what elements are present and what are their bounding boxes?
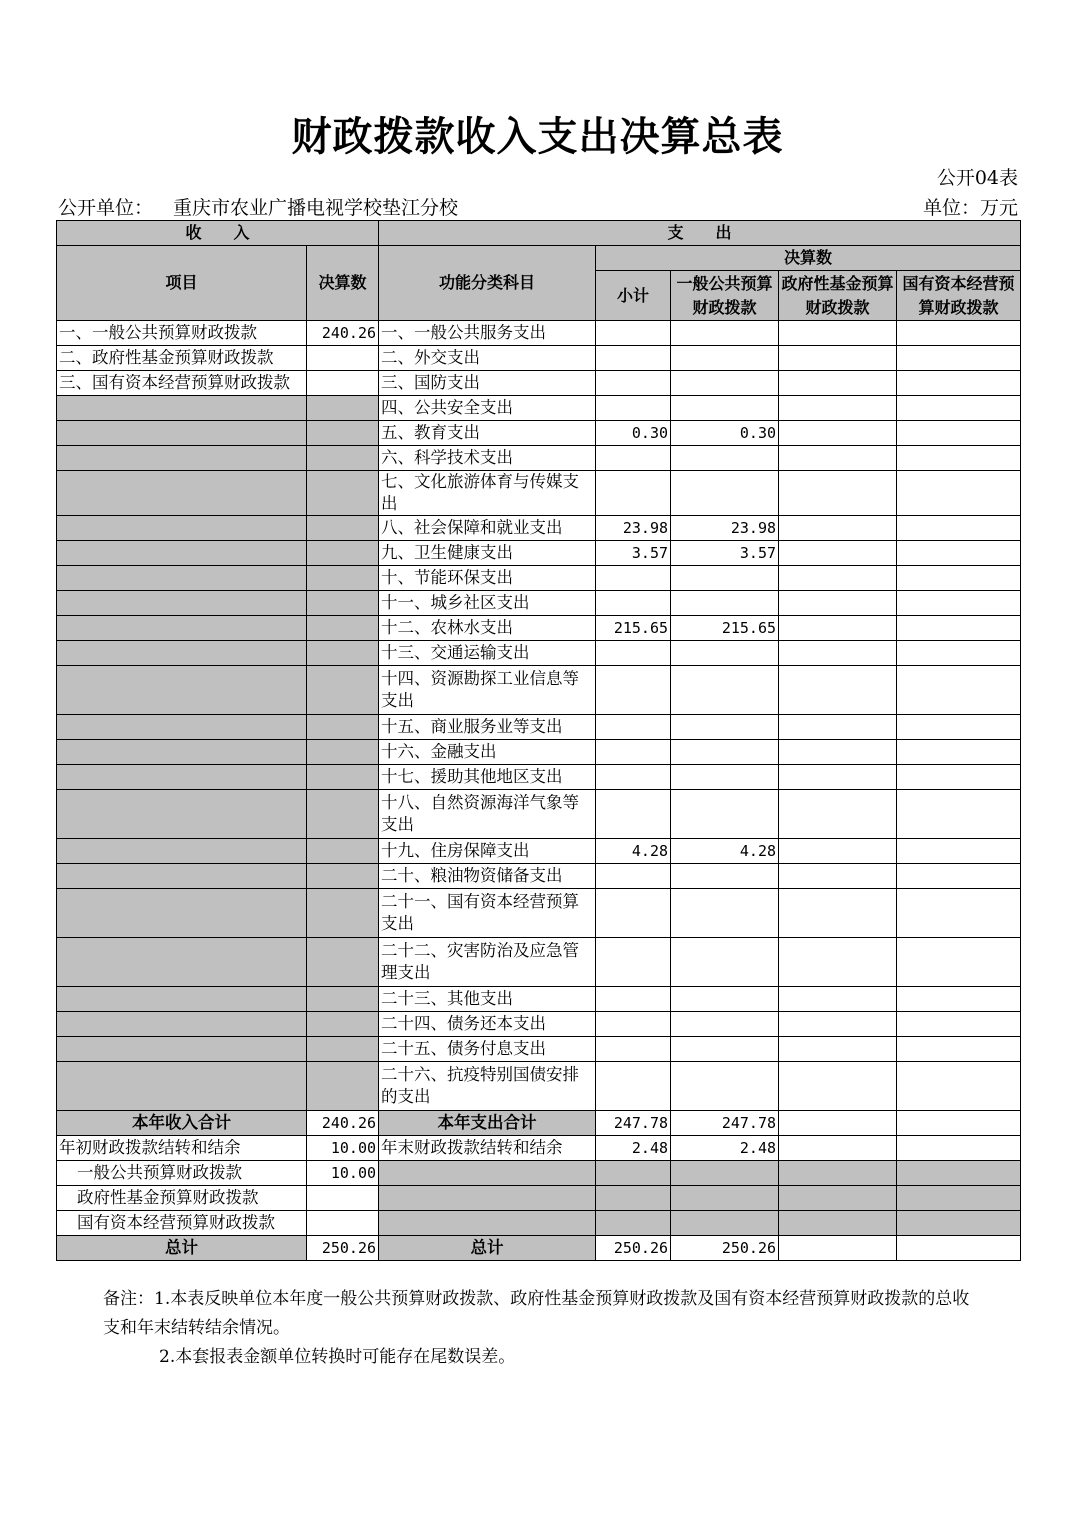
gov-fund-cell [779,516,897,541]
income-amount-cell [307,566,379,591]
gov-fund-cell [779,421,897,446]
reporting-unit [58,193,458,220]
table-row [57,987,1021,1012]
expense-header: 支 出 [379,221,1021,246]
grand-total-subtotal: 250.26 [596,1236,671,1261]
general-cell [671,790,779,839]
expense-item-cell: 十五、商业服务业等支出 [379,715,596,740]
expense-item-cell: 二十二、灾害防治及应急管理支出 [379,938,596,987]
general-cell [671,446,779,471]
begin-carry-label: 年初财政拨款结转和结余 [57,1136,307,1161]
income-item-cell [57,396,307,421]
table-row [57,839,1021,864]
income-amount-cell [307,666,379,715]
subtotal-cell [596,987,671,1012]
filler-cell [779,1186,897,1211]
state-capital-cell [897,715,1021,740]
general-cell [671,566,779,591]
subtotal-cell [596,471,671,516]
gov-fund-cell [779,715,897,740]
grand-total-income: 250.26 [307,1236,379,1261]
table-row [57,421,1021,446]
income-amount-cell [307,938,379,987]
expense-item-cell: 二十、粮油物资储备支出 [379,864,596,889]
state-capital-cell [897,889,1021,938]
subtotal-cell [596,371,671,396]
table-row [57,616,1021,641]
expense-item-cell: 十、节能环保支出 [379,566,596,591]
gov-fund-cell [779,446,897,471]
income-amount-cell [307,471,379,516]
income-amount-cell [307,1012,379,1037]
gov-fund-cell [779,591,897,616]
note-2: 2.本套报表金额单位转换时可能存在尾数误差。 [159,1347,516,1367]
state-capital-cell [897,591,1021,616]
expense-item-cell: 十三、交通运输支出 [379,641,596,666]
income-item-cell: 二、政府性基金预算财政拨款 [57,346,307,371]
form-number: 公开04表 [936,167,1018,189]
gov-fund-cell [779,938,897,987]
gov-fund-cell [779,1037,897,1062]
income-amount-cell [307,765,379,790]
subtotal-cell [596,566,671,591]
item-header: 项目 [57,246,307,321]
income-item-cell [57,566,307,591]
expense-item-cell: 十七、援助其他地区支出 [379,765,596,790]
sub-general-label: 一般公共预算财政拨款 [57,1161,307,1186]
expense-item-cell: 八、社会保障和就业支出 [379,516,596,541]
subtotal-cell [596,321,671,346]
state-capital-cell [897,516,1021,541]
state-capital-cell [897,566,1021,591]
state-capital-cell [897,421,1021,446]
filler-cell [671,1161,779,1186]
income-amount-cell: 240.26 [307,321,379,346]
state-capital-cell [897,1012,1021,1037]
general-cell [671,346,779,371]
grand-total-expense-label: 总计 [379,1236,596,1261]
state-capital-cell [897,864,1021,889]
end-carry-general: 2.48 [671,1136,779,1161]
general-cell [671,666,779,715]
sub-general-value: 10.00 [307,1161,379,1186]
income-item-cell [57,541,307,566]
expense-item-cell: 四、公共安全支出 [379,396,596,421]
income-item-cell [57,1012,307,1037]
expense-item-cell: 九、卫生健康支出 [379,541,596,566]
year-expense-label: 本年支出合计 [379,1111,596,1136]
end-carry-gov-fund [779,1136,897,1161]
table-row [57,396,1021,421]
gov-fund-cell [779,371,897,396]
state-capital-cell [897,938,1021,987]
gov-fund-cell [779,987,897,1012]
income-item-cell [57,740,307,765]
expense-item-cell: 二十一、国有资本经营预算支出 [379,889,596,938]
table-row [57,1012,1021,1037]
table-row [57,371,1021,396]
grand-total-gov-fund [779,1236,897,1261]
table-row [57,765,1021,790]
general-cell: 23.98 [671,516,779,541]
table-row [57,715,1021,740]
subtotal-cell [596,346,671,371]
general-cell [671,321,779,346]
state-capital-cell [897,740,1021,765]
expense-item-cell: 十一、城乡社区支出 [379,591,596,616]
income-amount-cell [307,740,379,765]
income-amount-cell [307,541,379,566]
income-amount-cell [307,371,379,396]
income-item-cell [57,516,307,541]
income-amount-cell [307,346,379,371]
year-expense-subtotal: 247.78 [596,1111,671,1136]
gov-fund-cell [779,790,897,839]
expense-item-cell: 十八、自然资源海洋气象等支出 [379,790,596,839]
end-carry-subtotal: 2.48 [596,1136,671,1161]
subtotal-cell: 4.28 [596,839,671,864]
gov-fund-cell [779,864,897,889]
income-item-cell: 一、一般公共预算财政拨款 [57,321,307,346]
currency-unit: 单位：万元 [922,197,1018,219]
gov-fund-cell [779,471,897,516]
general-cell [671,396,779,421]
state-capital-cell [897,541,1021,566]
income-amount-cell [307,421,379,446]
income-item-cell [57,790,307,839]
begin-carry-value: 10.00 [307,1136,379,1161]
subtotal-cell [596,666,671,715]
grand-total-general: 250.26 [671,1236,779,1261]
budget-table [56,220,1021,1261]
income-amount-cell [307,715,379,740]
subtotal-header: 小计 [596,271,671,321]
table-row [57,446,1021,471]
general-cell: 3.57 [671,541,779,566]
gov-fund-cell [779,765,897,790]
state-capital-cell [897,371,1021,396]
subtotal-cell: 3.57 [596,541,671,566]
general-cell [671,740,779,765]
filler-cell [779,1211,897,1236]
note-1: 备注：1.本表反映单位本年度一般公共预算财政拨款、政府性基金预算财政拨款及国有资本经营预算财政拨款的总收支和年末结转结余情况。 [103,1289,970,1338]
income-amount-cell [307,396,379,421]
table-row [57,566,1021,591]
state-capital-header: 国有资本经营预算财政拨款 [897,271,1021,321]
income-amount-cell [307,987,379,1012]
filler-cell [671,1186,779,1211]
general-cell [671,987,779,1012]
page-title: 财政拨款收入支出决算总表 [291,114,784,160]
end-carry-state-capital [897,1136,1021,1161]
general-cell [671,889,779,938]
table-row [57,740,1021,765]
grand-total-label: 总计 [57,1236,307,1261]
income-item-cell [57,864,307,889]
subtotal-cell [596,938,671,987]
state-capital-cell [897,1037,1021,1062]
income-item-cell [57,715,307,740]
gov-fund-cell [779,566,897,591]
state-capital-cell [897,321,1021,346]
filler-cell [897,1186,1021,1211]
year-expense-general: 247.78 [671,1111,779,1136]
subtotal-cell [596,889,671,938]
table-row [57,790,1021,839]
table-row [57,666,1021,715]
income-amount-cell [307,1037,379,1062]
income-amount-cell [307,839,379,864]
income-amount-cell [307,446,379,471]
table-row [57,1037,1021,1062]
expense-item-cell: 七、文化旅游体育与传媒支出 [379,471,596,516]
gov-fund-cell [779,641,897,666]
reporting-unit-label: 公开单位： [58,197,154,219]
income-amount-cell [307,1062,379,1111]
filler-cell [596,1211,671,1236]
subtotal-cell [596,396,671,421]
table-row [57,591,1021,616]
subtotal-cell [596,790,671,839]
grand-total-state-capital [897,1236,1021,1261]
filler-cell [596,1161,671,1186]
general-cell [671,471,779,516]
expense-item-cell: 二十六、抗疫特别国债安排的支出 [379,1062,596,1111]
gov-fund-cell [779,346,897,371]
filler-cell [779,1161,897,1186]
gov-fund-cell [779,889,897,938]
year-income-label: 本年收入合计 [57,1111,307,1136]
subtotal-cell [596,740,671,765]
amount-header: 决算数 [307,246,379,321]
expense-item-cell: 十九、住房保障支出 [379,839,596,864]
state-capital-cell [897,666,1021,715]
table-row [57,889,1021,938]
state-capital-cell [897,839,1021,864]
gov-fund-cell [779,616,897,641]
general-cell [671,715,779,740]
filler-cell [897,1211,1021,1236]
subtotal-cell [596,1012,671,1037]
general-cell [671,1037,779,1062]
filler-cell [379,1211,596,1236]
gov-fund-cell [779,321,897,346]
state-capital-cell [897,471,1021,516]
income-item-cell [57,591,307,616]
general-cell [671,938,779,987]
general-cell [671,765,779,790]
sub-state-value [307,1211,379,1236]
subtotal-cell [596,446,671,471]
end-carry-label: 年末财政拨款结转和结余 [379,1136,596,1161]
subtotal-cell [596,765,671,790]
income-amount-cell [307,516,379,541]
general-cell [671,371,779,396]
state-capital-cell [897,765,1021,790]
table-row [57,1062,1021,1111]
expense-item-cell: 五、教育支出 [379,421,596,446]
state-capital-cell [897,1062,1021,1111]
table-row [57,641,1021,666]
filler-cell [897,1161,1021,1186]
year-income-value: 240.26 [307,1111,379,1136]
gov-fund-cell [779,839,897,864]
expense-item-cell: 二、外交支出 [379,346,596,371]
state-capital-cell [897,987,1021,1012]
income-item-cell [57,1062,307,1111]
subtotal-cell [596,591,671,616]
income-item-cell [57,641,307,666]
income-item-cell [57,421,307,446]
general-cell [671,1062,779,1111]
subtotal-cell [596,1037,671,1062]
state-capital-cell [897,790,1021,839]
subtotal-cell [596,715,671,740]
sub-gov-label: 政府性基金预算财政拨款 [57,1186,307,1211]
general-cell: 0.30 [671,421,779,446]
income-amount-cell [307,790,379,839]
income-item-cell [57,471,307,516]
expense-item-cell: 十二、农林水支出 [379,616,596,641]
expense-item-cell: 二十三、其他支出 [379,987,596,1012]
gov-fund-cell [779,541,897,566]
general-cell [671,641,779,666]
income-amount-cell [307,616,379,641]
income-item-cell [57,839,307,864]
state-capital-cell [897,346,1021,371]
sub-state-label: 国有资本经营预算财政拨款 [57,1211,307,1236]
filler-cell [671,1211,779,1236]
notes [103,1285,983,1372]
year-expense-state-capital [897,1111,1021,1136]
table-row [57,938,1021,987]
sub-gov-value [307,1186,379,1211]
general-budget-header: 一般公共预算财政拨款 [671,271,779,321]
income-amount-cell [307,864,379,889]
table-row [57,516,1021,541]
table-row [57,864,1021,889]
income-item-cell: 三、国有资本经营预算财政拨款 [57,371,307,396]
filler-cell [379,1186,596,1211]
table-row [57,346,1021,371]
gov-fund-header: 政府性基金预算财政拨款 [779,271,897,321]
gov-fund-cell [779,740,897,765]
expense-item-cell: 二十五、债务付息支出 [379,1037,596,1062]
state-capital-cell [897,446,1021,471]
subtotal-cell [596,1062,671,1111]
general-cell [671,1012,779,1037]
table-row [57,541,1021,566]
state-capital-cell [897,396,1021,421]
general-cell: 4.28 [671,839,779,864]
subtotal-cell: 0.30 [596,421,671,446]
general-cell [671,864,779,889]
income-item-cell [57,765,307,790]
state-capital-cell [897,616,1021,641]
subtotal-cell: 23.98 [596,516,671,541]
subtotal-cell [596,641,671,666]
expense-item-cell: 三、国防支出 [379,371,596,396]
income-item-cell [57,1037,307,1062]
income-item-cell [57,616,307,641]
state-capital-cell [897,641,1021,666]
gov-fund-cell [779,1012,897,1037]
income-item-cell [57,666,307,715]
gov-fund-cell [779,396,897,421]
reporting-unit-name: 重庆市农业广播电视学校垫江分校 [173,197,459,219]
income-amount-cell [307,641,379,666]
income-amount-cell [307,889,379,938]
table-row [57,321,1021,346]
general-cell [671,591,779,616]
income-item-cell [57,889,307,938]
func-category-header: 功能分类科目 [379,246,596,321]
income-item-cell [57,987,307,1012]
year-expense-gov-fund [779,1111,897,1136]
general-cell: 215.65 [671,616,779,641]
filler-cell [379,1161,596,1186]
income-item-cell [57,446,307,471]
filler-cell [596,1186,671,1211]
expense-item-cell: 一、一般公共服务支出 [379,321,596,346]
subtotal-cell: 215.65 [596,616,671,641]
subtotal-cell [596,864,671,889]
income-header: 收 入 [57,221,379,246]
expense-item-cell: 六、科学技术支出 [379,446,596,471]
final-header: 决算数 [596,246,1021,271]
income-amount-cell [307,591,379,616]
gov-fund-cell [779,1062,897,1111]
expense-item-cell: 十四、资源勘探工业信息等支出 [379,666,596,715]
income-item-cell [57,938,307,987]
expense-item-cell: 二十四、债务还本支出 [379,1012,596,1037]
expense-item-cell: 十六、金融支出 [379,740,596,765]
gov-fund-cell [779,666,897,715]
table-row [57,471,1021,516]
